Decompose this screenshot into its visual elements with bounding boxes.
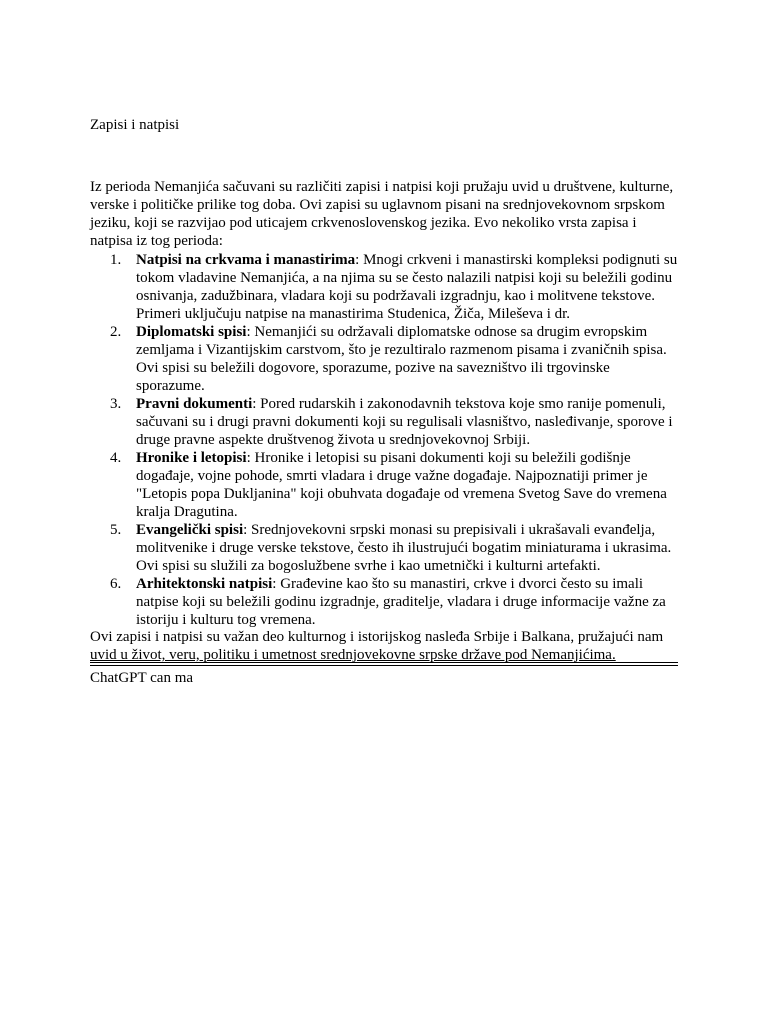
list-item-term: Pravni dokumenti — [136, 396, 253, 412]
list-item-text: : Građevine kao što su manastiri, crkve i dvorci često su imali natpise koji su beležili godinu izgradnje, graditelje, vladara i druge informacije važne za istoriju i kulturu tog vremena. — [136, 576, 666, 628]
intro-paragraph: Iz perioda Nemanjića sačuvani su različiti zapisi i natpisi koji pružaju uvid u društvene, kulturne, verske i političke prilike tog doba. Ovi zapisi su uglavnom pisani na srednjovekovnom srpskom jeziku, koji se razvijao pod uticajem crkvenoslovenskog jezika. Evo nekoliko vrsta zapisa i natpisa iz tog perioda: — [90, 179, 674, 249]
list-item-number: 3. — [110, 396, 122, 412]
horizontal-rule — [90, 665, 678, 666]
footer-text: ChatGPT can ma — [90, 670, 194, 686]
list-item — [90, 449, 680, 521]
list-item-number: 2. — [110, 324, 122, 340]
list-item-term: Evangelički spisi — [136, 522, 244, 538]
list-item-number: 4. — [110, 450, 122, 466]
list-item-text: : Mnogi crkveni i manastirski kompleksi podignuti su tokom vladavine Nemanjića, a na njima su se često nalazili natpisi koji su beležili godinu osnivanja, zadužbinara, vladara koji su podržavali izgradnju, kao i molitvene tekstove. Primeri uključuju natpise na manastirima Studenica, Žiča, Mileševa i dr. — [136, 252, 678, 322]
list-item-text: : Srednjovekovni srpski monasi su prepisivali i ukrašavali evanđelja, molitvenike i druge verske tekstove, često ih ilustrujući bogatim miniaturama i ukrasima. Ovi spisi su služili za bogoslužbene svrhe i kao umetnički i kulturni artefakti. — [136, 522, 672, 574]
list-item — [90, 251, 680, 323]
list-item-term: Diplomatski spisi — [136, 324, 247, 340]
document-title: Zapisi i natpisi — [90, 117, 180, 133]
list-item-term: Natpisi na crkvama i manastirima — [136, 252, 356, 268]
list-item-number: 6. — [110, 576, 122, 592]
list-item-term: Hronike i letopisi — [136, 450, 247, 466]
list-item — [90, 323, 680, 395]
horizontal-rule — [90, 662, 678, 663]
conclusion-line-1: Ovi zapisi i natpisi su važan deo kulturnog i istorijskog nasleđa Srbije i Balkana, pružajući nam — [90, 629, 664, 645]
list-item-text: : Hronike i letopisi su pisani dokumenti koji su beležili godišnje događaje, vojne pohode, smrti vladara i druge važne događaje. Najpoznatiji primer je "Letopis popa Dukljanina" koji obuhvata događaje od vremena Svetog Save do vremena kralja Dragutina. — [136, 450, 667, 520]
record-types-list — [90, 251, 680, 629]
list-item — [90, 521, 680, 575]
conclusion-paragraph — [90, 628, 680, 664]
list-item — [90, 575, 680, 629]
list-item-text: : Pored rudarskih i zakonodavnih tekstova koje smo ranije pomenuli, sačuvani su i drugi pravni dokumenti koji su regulisali vlasništvo, nasleđivanje, sporove i druge pravne aspekte društvenog života u srednjovekovnoj Srbiji. — [136, 396, 673, 448]
list-item — [90, 395, 680, 449]
list-item-text: : Nemanjići su održavali diplomatske odnose sa drugim evropskim zemljama i Vizantijskim carstvom, što je rezultiralo razmenom pisama i zvaničnih spisa. Ovi spisi su beležili dogovore, sporazume, pozive na savezništvo ili trgovinske sporazume. — [136, 324, 667, 394]
conclusion-line-2: uvid u život, veru, politiku i umetnost srednjovekovne srpske države pod Nemanjićima. — [90, 647, 616, 663]
list-item-number: 5. — [110, 522, 122, 538]
list-item-number: 1. — [110, 252, 122, 268]
list-item-term: Arhitektonski natpisi — [136, 576, 273, 592]
